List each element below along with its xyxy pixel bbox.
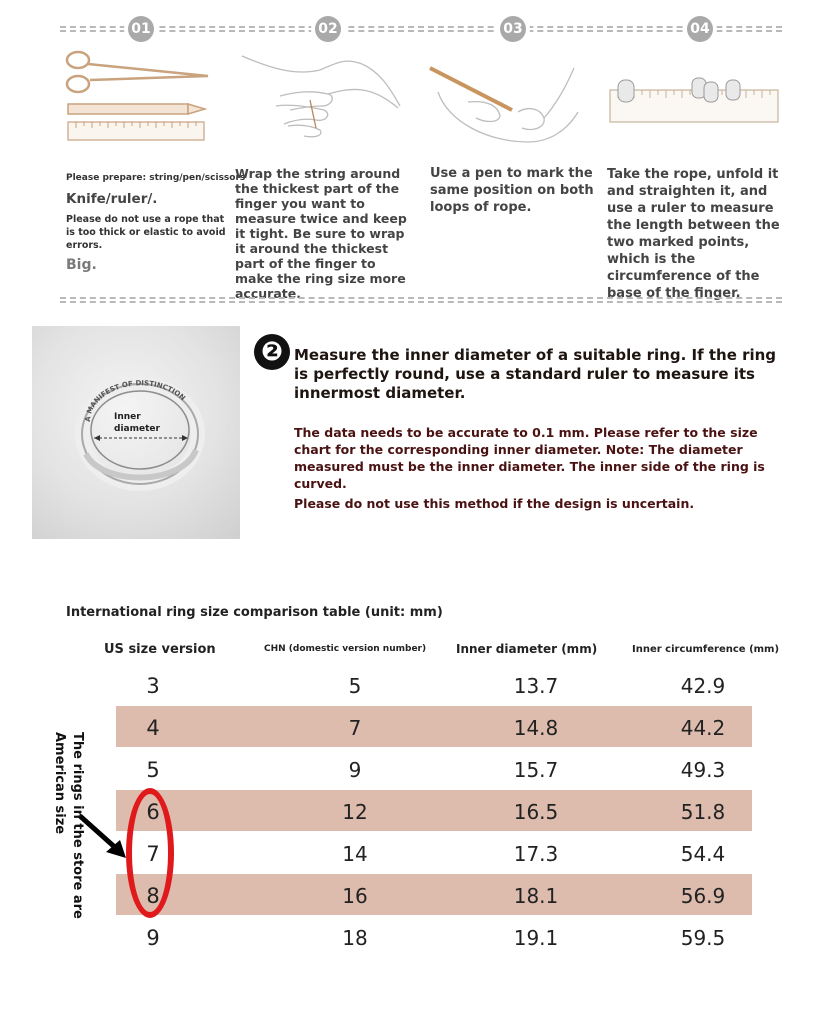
- section2-note: The data needs to be accurate to 0.1 mm. Please refer to the size chart for the corresponding inner diameter. Note: The diameter measured must be the inner diameter. The inner side of the ring is curved.: [294, 425, 765, 491]
- header-inner-circumference: Inner circumference (mm): [632, 644, 780, 655]
- table-row-band: [116, 874, 752, 915]
- inner-diameter-label: Inner diameter: [114, 412, 160, 434]
- table-cell: 18.1: [513, 884, 559, 908]
- table-cell: 7: [348, 716, 362, 740]
- step3-text: Use a pen to mark the same position on both loops of rope.: [430, 166, 594, 215]
- table-cell: 16: [342, 884, 368, 908]
- step-badge-1: 01: [128, 16, 154, 42]
- table-cell: 42.9: [680, 674, 726, 698]
- table-title: International ring size comparison table (unit: mm): [66, 605, 443, 620]
- table-cell: 5: [348, 674, 362, 698]
- table-cell: 6: [146, 800, 160, 824]
- top-divider: [60, 26, 782, 32]
- table-cell: 14: [342, 842, 368, 866]
- table-cell: 44.2: [680, 716, 726, 740]
- table-cell: 7: [146, 842, 160, 866]
- table-cell: 4: [146, 716, 160, 740]
- table-row-band: [116, 706, 752, 747]
- table-cell: 54.4: [680, 842, 726, 866]
- table-cell: 17.3: [513, 842, 559, 866]
- step-badge-4: 04: [687, 16, 713, 42]
- step1-prepare: Please prepare: string/pen/scissors: [66, 173, 246, 183]
- ring-engraving: A MANIFEST OF DISTINCTION: [83, 379, 187, 423]
- scissors-pencil-ruler-illustration: [60, 44, 210, 144]
- header-chn: CHN (domestic version number): [264, 644, 427, 654]
- step-badge-3: 03: [500, 16, 526, 42]
- step1-big: Big.: [66, 257, 97, 273]
- table-cell: 51.8: [680, 800, 726, 824]
- table-cell: 3: [146, 674, 160, 698]
- table-cell: 15.7: [513, 758, 559, 782]
- table-cell: 5: [146, 758, 160, 782]
- table-cell: 18: [342, 926, 368, 950]
- table-cell: 59.5: [680, 926, 726, 950]
- ruler-measuring-illustration: [608, 76, 780, 126]
- side-note: The rings in the store are American size: [52, 732, 85, 919]
- table-cell: 8: [146, 884, 160, 908]
- table-cell: 9: [348, 758, 362, 782]
- step1-tools: Knife/ruler/.: [66, 191, 158, 207]
- table-cell: 12: [342, 800, 368, 824]
- table-row-band: [116, 790, 752, 831]
- step4-text: Take the rope, unfold it and straighten it, and use a ruler to measure the length between the two marked points, which is the circumference of the base of the finger.: [607, 167, 780, 301]
- table-cell: 16.5: [513, 800, 559, 824]
- section2-title: Measure the inner diameter of a suitable ring. If the ring is perfectly round, use a standard ruler to measure its innermost diameter.: [294, 346, 777, 402]
- hand-wrapping-string-illustration: [240, 48, 405, 148]
- highlight-oval: [126, 788, 174, 918]
- step2-text: Wrap the string around the thickest part of the finger you want to measure twice and keep it tight. Be sure to wrap it around the thickest part of the finger to make the ring size more accurate.: [235, 166, 407, 301]
- section2-warning: Please do not use this method if the design is uncertain.: [294, 496, 695, 511]
- table-cell: 49.3: [680, 758, 726, 782]
- table-cell: 56.9: [680, 884, 726, 908]
- table-cell: 19.1: [513, 926, 559, 950]
- section-number-2: ❷: [254, 334, 290, 370]
- table-cell: 13.7: [513, 674, 559, 698]
- table-cell: 14.8: [513, 716, 559, 740]
- pen-marking-illustration: [428, 62, 583, 152]
- ring-photo: [32, 326, 240, 539]
- table-cell: 9: [146, 926, 160, 950]
- header-us-size: US size version: [104, 642, 216, 657]
- step-badge-2: 02: [315, 16, 341, 42]
- header-inner-diameter: Inner diameter (mm): [456, 642, 598, 656]
- step1-warning: Please do not use a rope that is too thick or elastic to avoid errors.: [66, 214, 226, 251]
- middle-divider: [60, 297, 782, 303]
